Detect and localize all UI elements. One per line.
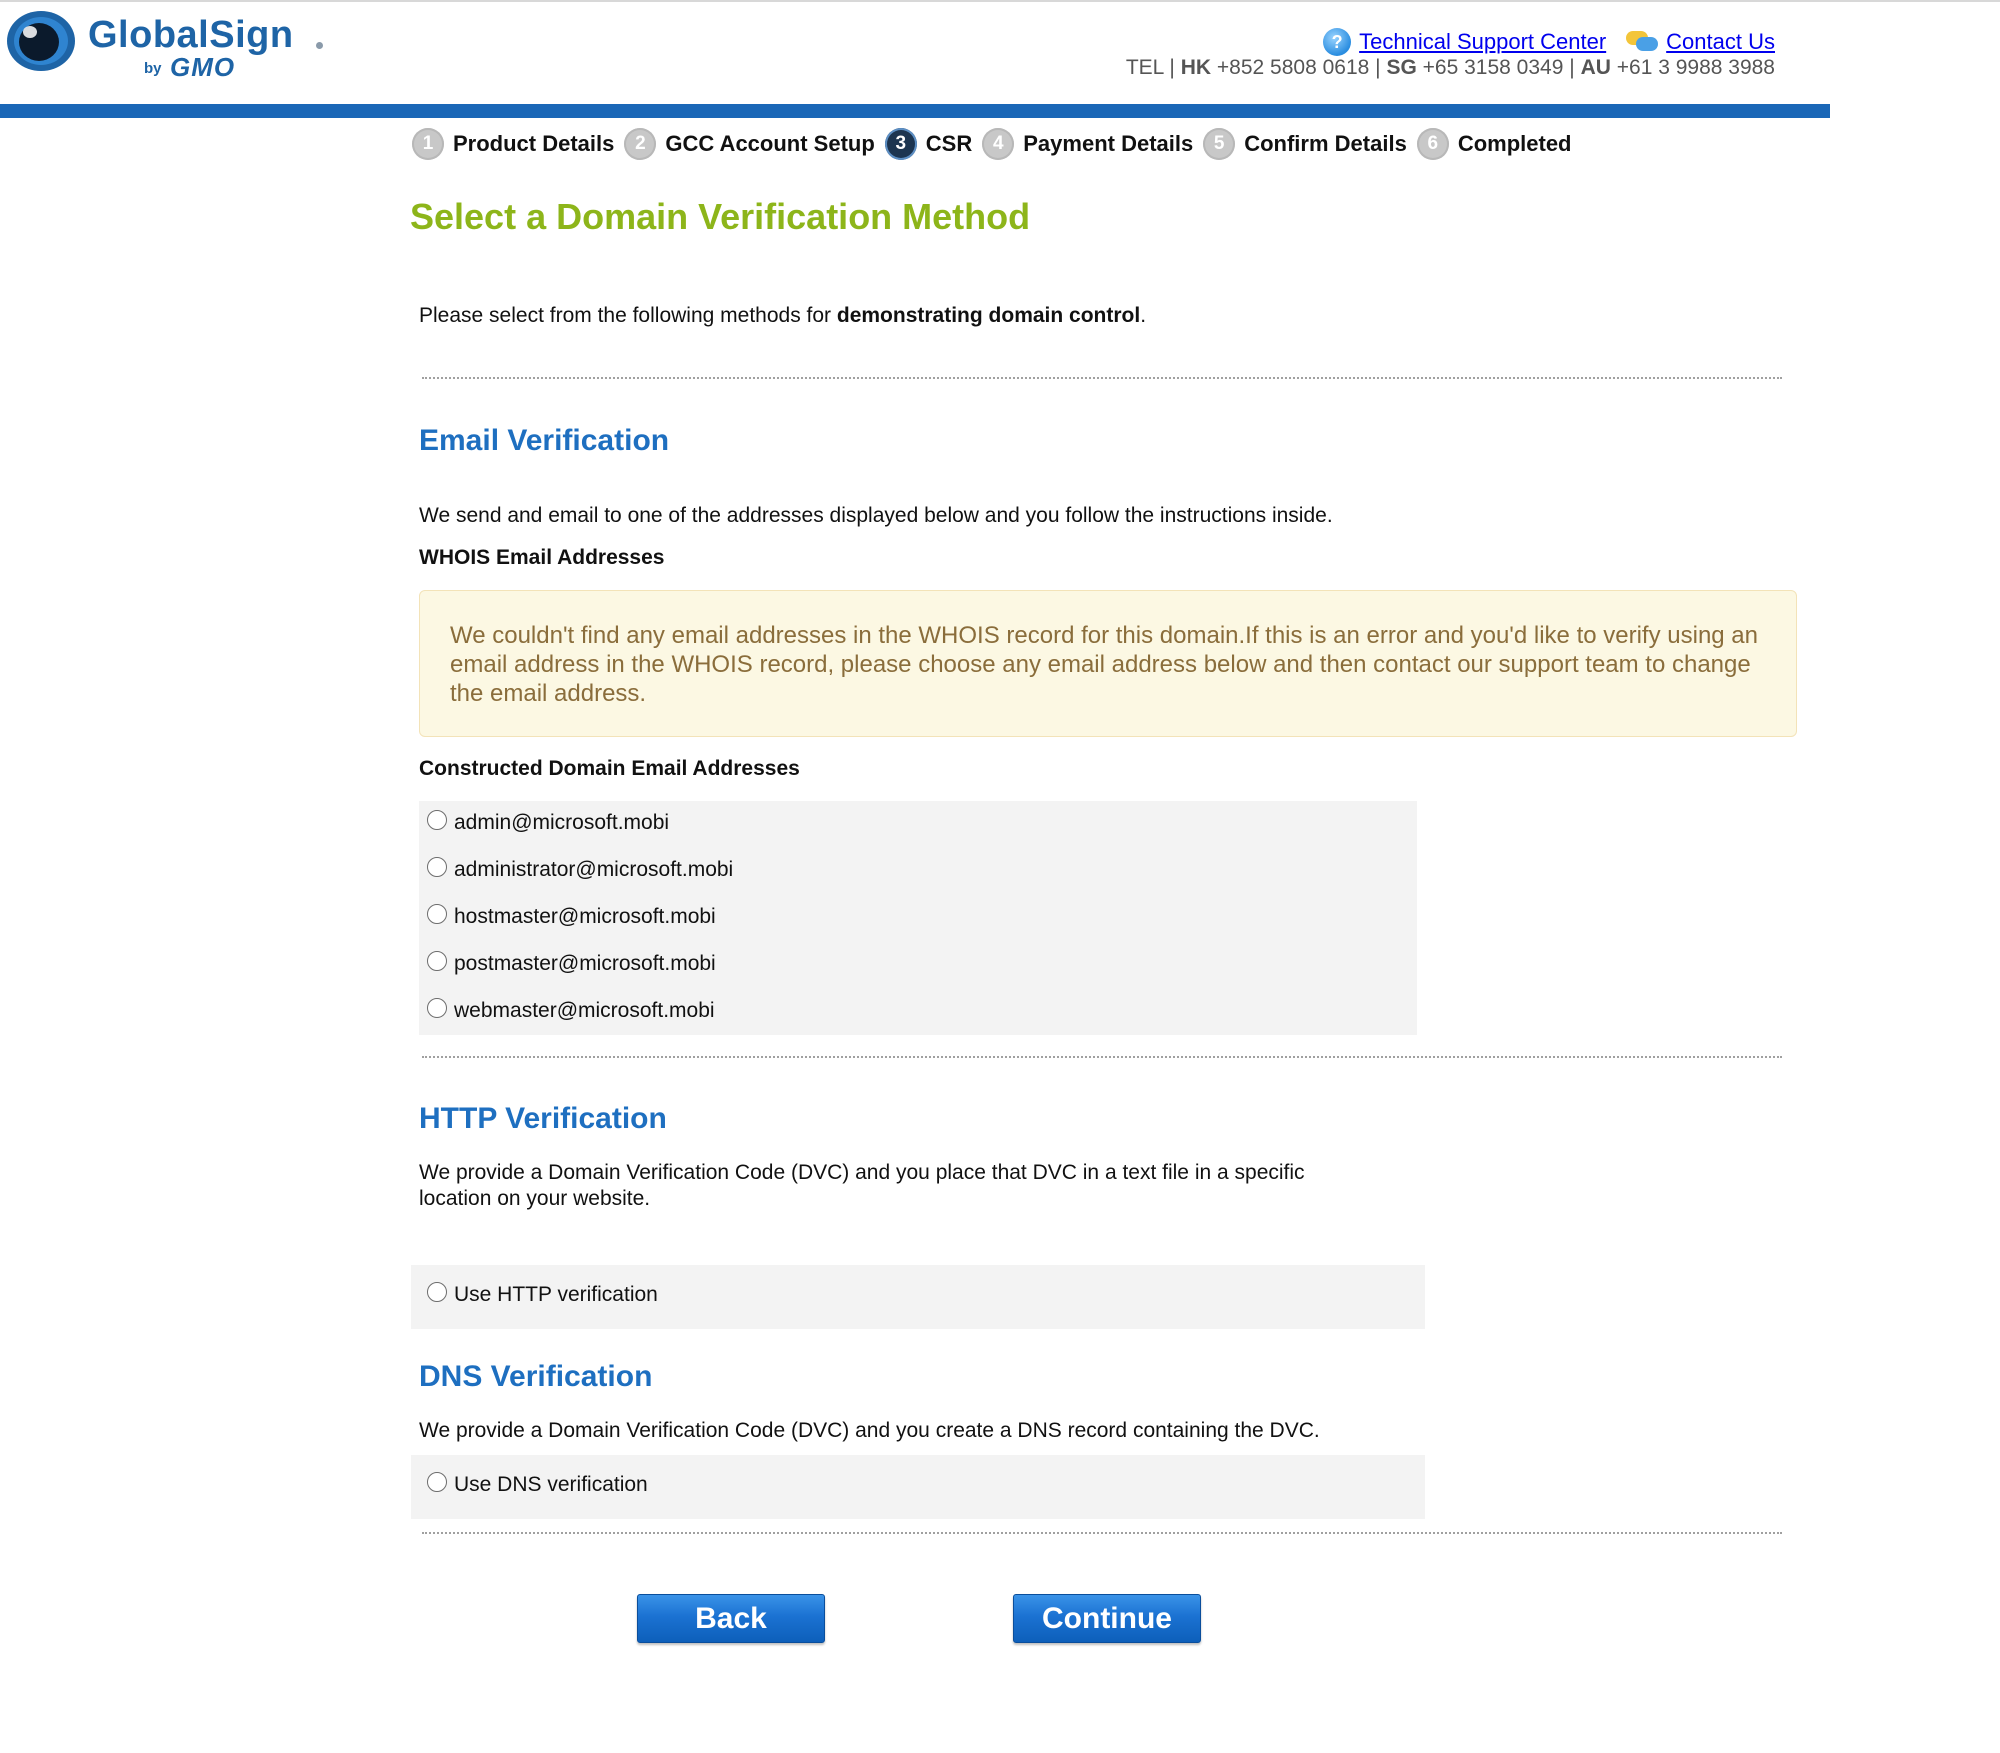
eye-logo-icon xyxy=(6,10,76,72)
email-verification-title: Email Verification xyxy=(419,424,670,457)
header-blue-bar xyxy=(0,104,1830,118)
logo-registered-dot xyxy=(316,42,323,49)
constructed-email-heading: Constructed Domain Email Addresses xyxy=(419,757,800,780)
help-icon[interactable]: ? xyxy=(1323,28,1351,56)
back-button[interactable]: Back xyxy=(637,1594,825,1643)
email-option-admin[interactable]: admin@microsoft.mobi xyxy=(427,811,669,835)
page-title: Select a Domain Verification Method xyxy=(410,196,1031,237)
email-radio[interactable] xyxy=(427,857,447,877)
telephone-numbers: TEL | HK +852 5808 0618 | SG +65 3158 0349 | AU +61 3 9988 3988 xyxy=(1125,56,1775,79)
step-label: GCC Account Setup xyxy=(665,131,875,156)
http-verification-title: HTTP Verification xyxy=(419,1102,667,1135)
logo-by: by xyxy=(144,60,162,77)
step-label: Payment Details xyxy=(1023,131,1194,156)
step-gcc-account-setup xyxy=(624,128,874,160)
email-option-administrator[interactable]: administrator@microsoft.mobi xyxy=(427,858,733,882)
email-radio[interactable] xyxy=(427,951,447,971)
top-border xyxy=(0,0,2000,2)
dns-verification-description: We provide a Domain Verification Code (DVC) and you create a DNS record containing the DVC. xyxy=(419,1419,1320,1442)
email-option-webmaster[interactable]: webmaster@microsoft.mobi xyxy=(427,999,715,1023)
http-verification-description: We provide a Domain Verification Code (DVC) and you place that DVC in a text file in a specific location on your website. xyxy=(419,1161,1305,1210)
chat-bubbles-icon[interactable] xyxy=(1626,29,1660,55)
intro-text: Please select from the following methods for demonstrating domain control. xyxy=(419,304,1147,327)
step-payment-details xyxy=(982,128,1193,160)
http-option-box xyxy=(411,1265,1425,1329)
continue-button[interactable]: Continue xyxy=(1013,1594,1201,1643)
step-number: 2 xyxy=(624,128,656,160)
email-radio[interactable] xyxy=(427,810,447,830)
globalsign-logo[interactable] xyxy=(6,10,336,82)
dns-option-box xyxy=(411,1455,1425,1519)
http-radio[interactable] xyxy=(427,1282,447,1302)
step-confirm-details xyxy=(1203,128,1407,160)
section-divider xyxy=(422,1532,1782,1534)
whois-email-heading: WHOIS Email Addresses xyxy=(419,546,665,569)
step-label: Confirm Details xyxy=(1244,131,1407,156)
logo-wordmark: GlobalSign xyxy=(88,14,294,56)
step-csr xyxy=(885,128,972,160)
section-divider xyxy=(422,377,1782,379)
section-divider xyxy=(422,1056,1782,1058)
contact-us-link[interactable]: Contact Us xyxy=(1666,29,1775,54)
step-product-details xyxy=(412,128,614,160)
technical-support-link[interactable]: Technical Support Center xyxy=(1359,29,1607,54)
email-address-options xyxy=(419,801,1417,1035)
email-verification-description: We send and email to one of the addresses displayed below and you follow the instructions inside. xyxy=(419,504,1333,527)
header-links xyxy=(1323,28,1775,56)
logo-gmo: GMO xyxy=(170,52,236,82)
http-verification-option[interactable]: Use HTTP verification xyxy=(427,1283,658,1307)
step-label: CSR xyxy=(925,131,973,156)
step-number: 1 xyxy=(412,128,444,160)
email-radio[interactable] xyxy=(427,998,447,1018)
dns-verification-option[interactable]: Use DNS verification xyxy=(427,1473,648,1497)
dns-radio[interactable] xyxy=(427,1472,447,1492)
email-radio[interactable] xyxy=(427,904,447,924)
step-completed xyxy=(1417,128,1572,160)
email-option-hostmaster[interactable]: hostmaster@microsoft.mobi xyxy=(427,905,716,929)
checkout-steps xyxy=(412,128,1582,160)
step-label: Completed xyxy=(1457,131,1572,156)
email-option-postmaster[interactable]: postmaster@microsoft.mobi xyxy=(427,952,716,976)
step-number: 4 xyxy=(982,128,1014,160)
whois-warning-alert: We couldn't find any email addresses in the WHOIS record for this domain.If this is an error and you'd like to verify using an email address in the WHOIS record, please choose any email address below and then contact our support team to change the email address. xyxy=(419,590,1797,737)
step-number: 6 xyxy=(1417,128,1449,160)
step-label: Product Details xyxy=(453,131,615,156)
step-number-active: 3 xyxy=(885,128,917,160)
step-number: 5 xyxy=(1203,128,1235,160)
dns-verification-title: DNS Verification xyxy=(419,1360,653,1393)
